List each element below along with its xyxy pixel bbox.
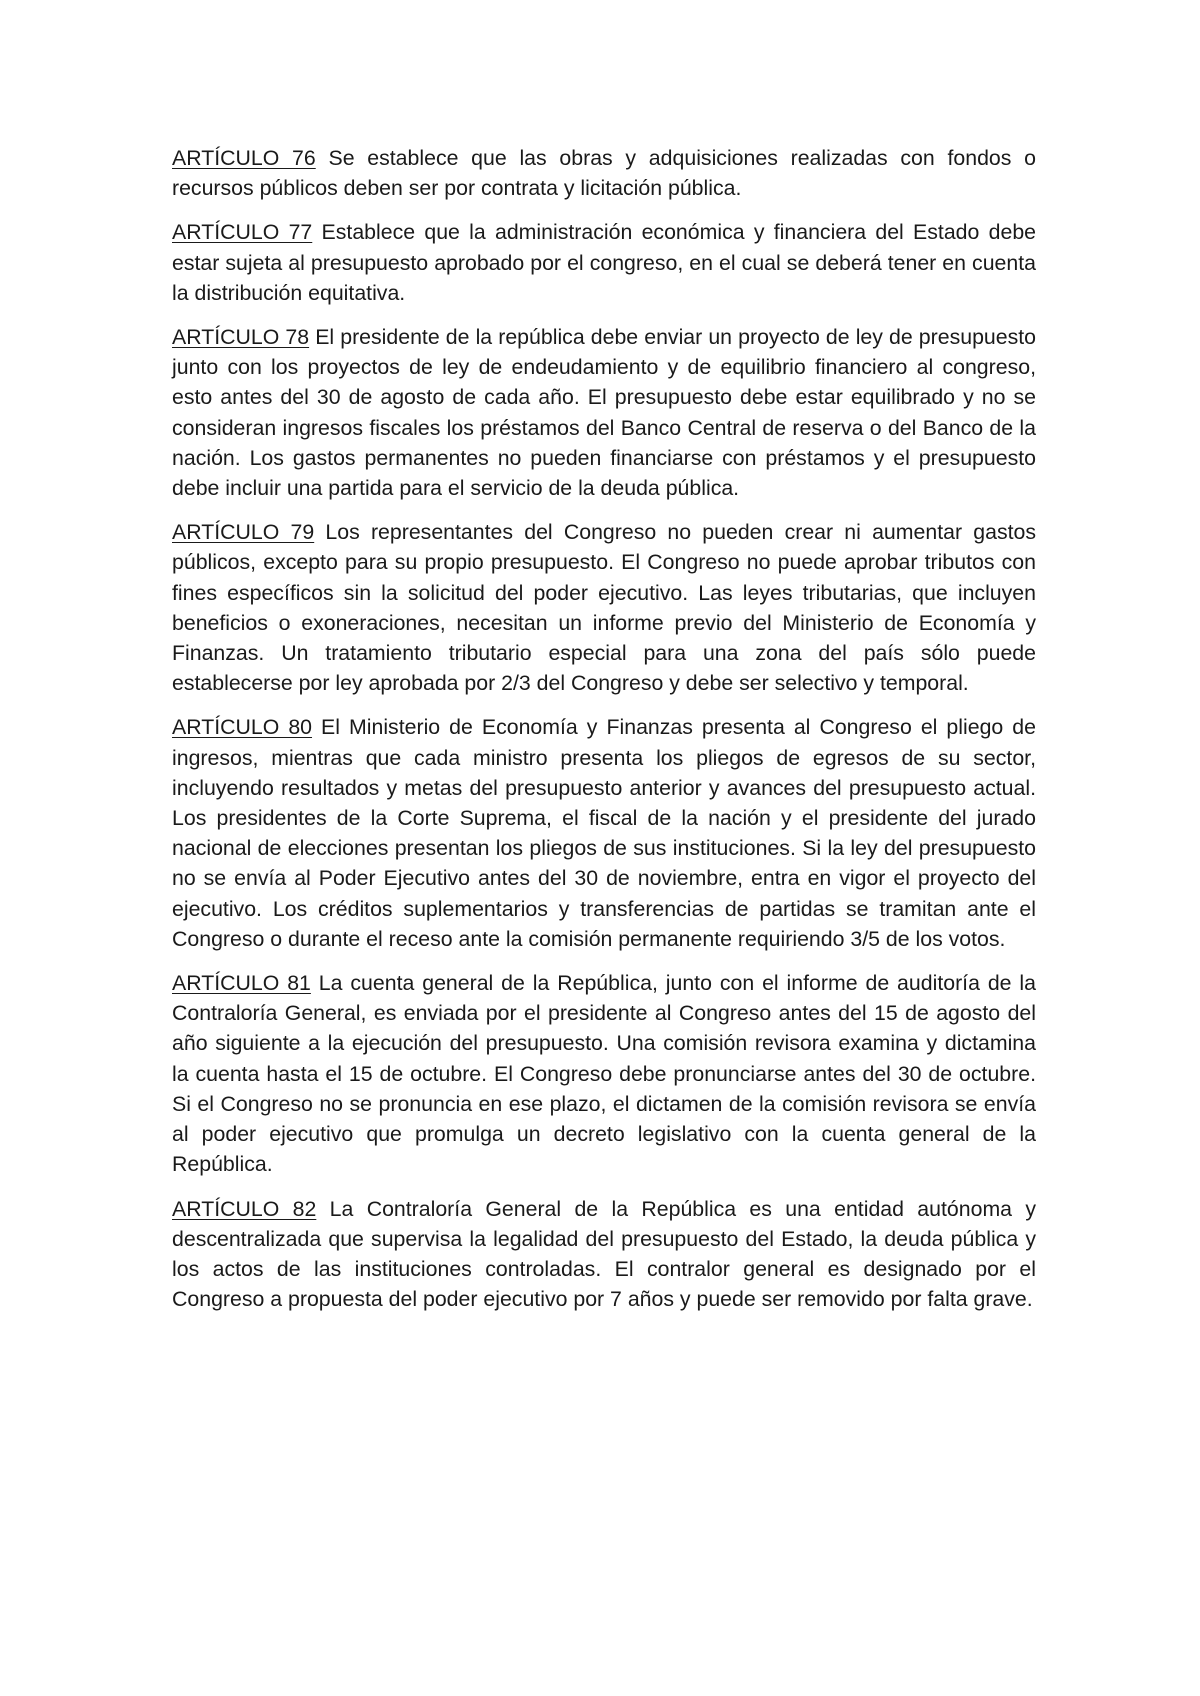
article-76 bbox=[172, 143, 1036, 203]
article-text: La cuenta general de la República, junto con el informe de auditoría de la Contraloría General, es enviada por el presidente al Congreso antes del 15 de agosto del año siguiente a la ejecución del presupuesto. Una comisión revisora examina y dictamina la cuenta hasta el 15 de octubre. El Congreso debe pronunciarse antes del 30 de octubre. Si el Congreso no se pronuncia en ese plazo, el dictamen de la comisión revisora se envía al poder ejecutivo que promulga un decreto legislativo con la cuenta general de la República. bbox=[172, 971, 1036, 1177]
article-text: El Ministerio de Economía y Finanzas presenta al Congreso el pliego de ingresos, mientras que cada ministro presenta los pliegos de egresos de su sector, incluyendo resultados y metas del presupuesto anterior y avances del presupuesto actual. Los presidentes de la Corte Suprema, el fiscal de la nación y el presidente del jurado nacional de elecciones presentan los pliegos de sus instituciones. Si la ley del presupuesto no se envía al Poder Ejecutivo antes del 30 de noviembre, entra en vigor el proyecto del ejecutivo. Los créditos suplementarios y transferencias de partidas se tramitan ante el Congreso o durante el receso ante la comisión permanente requiriendo 3/5 de los votos. bbox=[172, 715, 1036, 951]
article-77 bbox=[172, 217, 1036, 308]
article-78 bbox=[172, 322, 1036, 503]
article-heading: ARTÍCULO 77 bbox=[172, 220, 313, 245]
article-text: La Contraloría General de la República es una entidad autónoma y descentralizada que supervisa la legalidad del presupuesto del Estado, la deuda pública y los actos de las instituciones controladas. El contralor general es designado por el Congreso a propuesta del poder ejecutivo por 7 años y puede ser removido por falta grave. bbox=[172, 1196, 1037, 1312]
article-text: Se establece que las obras y adquisiciones realizadas con fondos o recursos públicos deben ser por contrata y licitación pública. bbox=[172, 146, 1037, 201]
article-heading: ARTÍCULO 79 bbox=[172, 520, 315, 545]
article-text: Los representantes del Congreso no pueden crear ni aumentar gastos públicos, excepto para su propio presupuesto. El Congreso no puede aprobar tributos con fines específicos sin la solicitud del poder ejecutivo. Las leyes tributarias, que incluyen beneficios o exoneraciones, necesitan un informe previo del Ministerio de Economía y Finanzas. Un tratamiento tributario especial para una zona del país sólo puede establecerse por ley aprobada por 2/3 del Congreso y debe ser selectivo y temporal. bbox=[172, 520, 1037, 696]
document-page bbox=[172, 143, 1036, 1328]
article-79 bbox=[172, 517, 1036, 698]
article-82 bbox=[172, 1194, 1036, 1315]
article-heading: ARTÍCULO 76 bbox=[172, 146, 316, 170]
article-81 bbox=[172, 968, 1036, 1179]
article-text: El presidente de la república debe enviar un proyecto de ley de presupuesto junto con los proyectos de ley de endeudamiento y de equilibrio financiero al congreso, esto antes del 30 de agosto de cada año. El presupuesto debe estar equilibrado y no se consideran ingresos fiscales los préstamos del Banco Central de reserva o del Banco de la nación. Los gastos permanentes no pueden financiarse con préstamos y el presupuesto debe incluir una partida para el servicio de la deuda pública. bbox=[172, 325, 1037, 501]
article-text: Establece que la administración económica y financiera del Estado debe estar sujeta al presupuesto aprobado por el congreso, en el cual se deberá tener en cuenta la distribución equitativa. bbox=[172, 220, 1037, 305]
article-heading: ARTÍCULO 81 bbox=[172, 971, 311, 996]
article-heading: ARTÍCULO 82 bbox=[172, 1196, 317, 1221]
article-heading: ARTÍCULO 80 bbox=[172, 715, 313, 740]
article-80 bbox=[172, 712, 1036, 954]
article-heading: ARTÍCULO 78 bbox=[172, 325, 310, 350]
